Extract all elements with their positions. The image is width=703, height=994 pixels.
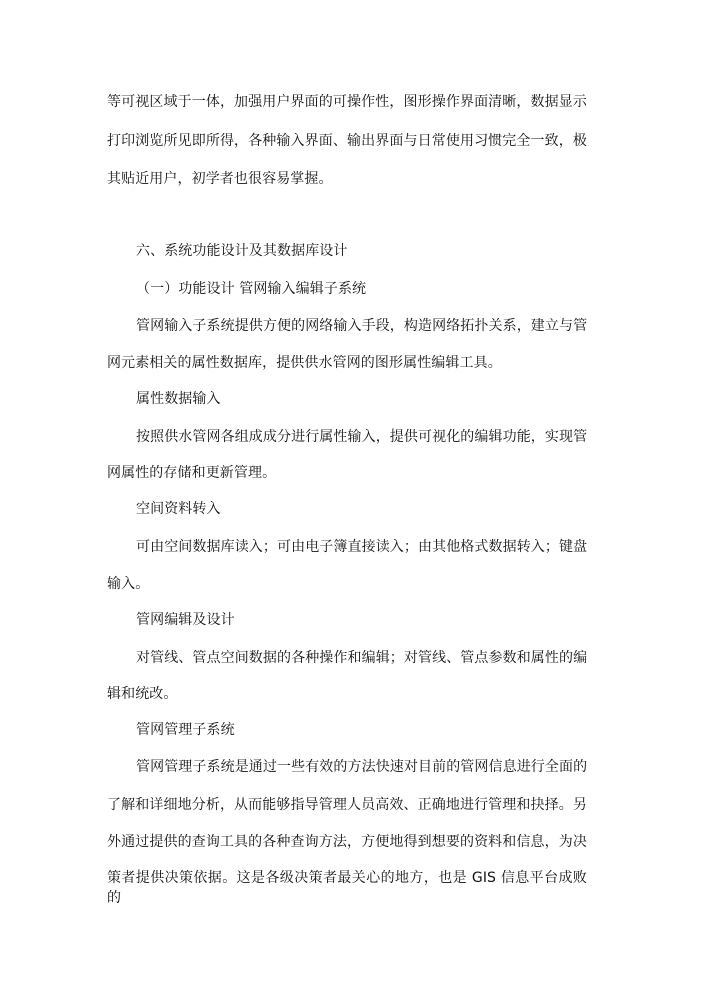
paragraph-line: 管网输入子系统提供方便的网络输入手段，构造网络拓扑关系，建立与管 xyxy=(136,318,588,334)
paragraph-line: 外通过提供的查询工具的各种查询方法，方便地得到想要的资料和信息，为决 xyxy=(107,834,587,850)
paragraph-line: 对管线、管点空间数据的各种操作和编辑；对管线、管点参数和属性的编 xyxy=(136,650,588,666)
paragraph-line: 按照供水管网各组成成分进行属性输入，提供可视化的编辑功能，实现管 xyxy=(136,429,588,445)
paragraph-line: 等可视区域于一体，加强用户界面的可操作性，图形操作界面清晰，数据显示 xyxy=(107,94,587,110)
item-heading: 管网管理子系统 xyxy=(136,722,235,738)
paragraph-line: 打印浏览所见即所得，各种输入界面、输出界面与日常使用习惯完全一致，极 xyxy=(107,133,587,149)
paragraph-line: 策者提供决策依据。这是各级决策者最关心的地方，也是 GIS 信息平台成败的 xyxy=(107,870,587,906)
item-heading: 空间资料转入 xyxy=(136,501,221,517)
paragraph-line: 辑和统改。 xyxy=(107,686,178,702)
subsection-heading: （一）功能设计 管网输入编辑子系统 xyxy=(136,281,367,297)
paragraph-line: 网属性的存储和更新管理。 xyxy=(107,465,277,481)
item-heading: 管网编辑及设计 xyxy=(136,612,235,628)
item-heading: 属性数据输入 xyxy=(136,391,221,407)
paragraph-line: 网元素相关的属性数据库，提供供水管网的图形属性编辑工具。 xyxy=(107,355,502,371)
section-heading: 六、系统功能设计及其数据库设计 xyxy=(136,243,348,259)
paragraph-line: 了解和详细地分析，从而能够指导管理人员高效、正确地进行管理和抉择。另 xyxy=(107,797,587,813)
paragraph-line: 其贴近用户，初学者也很容易掌握。 xyxy=(107,171,333,187)
paragraph-line: 可由空间数据库读入；可由电子簿直接读入；由其他格式数据转入；键盘 xyxy=(136,539,588,555)
paragraph-line: 输入。 xyxy=(107,576,150,592)
paragraph-line: 管网管理子系统是通过一些有效的方法快速对目前的管网信息进行全面的 xyxy=(136,759,588,775)
